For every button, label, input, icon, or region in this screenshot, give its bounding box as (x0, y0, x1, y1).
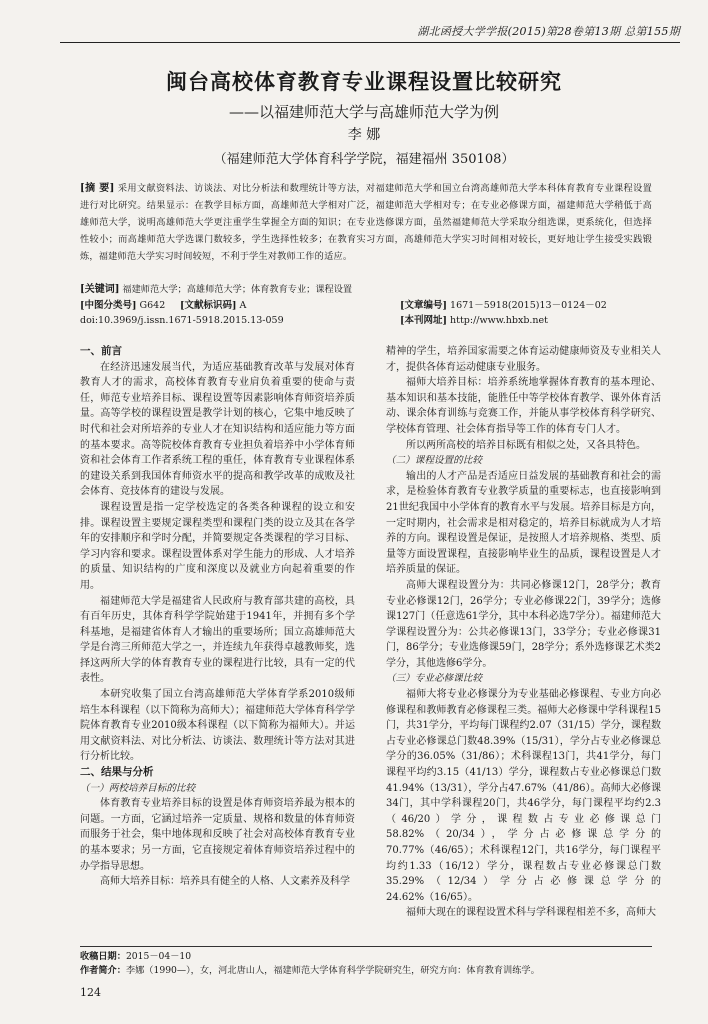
author-bio: 李娜（1990—），女，河北唐山人，福建师范大学体育科学学院研究生，研究方向：体育教育训练学。 (125, 965, 540, 976)
article-number-label: [文章编号] (400, 300, 447, 311)
article-metadata (80, 298, 652, 328)
abstract-label: [摘 要] (80, 183, 115, 194)
page-number: 124 (80, 986, 101, 999)
paragraph: 高师大培养目标：培养具有健全的人格、人文素养及科学 (100, 876, 350, 888)
clc-value: G642 (139, 300, 166, 311)
section-heading-intro: 一、前言 (80, 345, 122, 357)
doc-code-label: [文献标识码] (180, 300, 237, 311)
paragraph: 课程设置是指一定学校选定的各类各种课程的设立和安排。课程设置主要规定课程类型和课程门类的设立及其在各学年的安排顺序和学时分配，并简要规定各类课程的学习目标、学习内容和要求。课程设置体系对学生能力的形成、人才培养的质量、知识结构的广度和深度以及就业方向起着重要的作用。 (80, 501, 355, 591)
paragraph: 所以两所高校的培养目标既有相似之处，又各具特色。 (406, 439, 646, 451)
keywords-label: [关键词] (80, 284, 120, 295)
paragraph: 福师大现在的课程设置术科与学科课程相差不多，高师大 (406, 907, 656, 919)
doi: doi:10.3969/j.issn.1671-5918.2015.13-059 (80, 315, 284, 326)
paragraph: 体育教育专业培养目标的设置是体育师资培养最为根本的问题。一方面，它涵过培养一定质量、规格和数量的体育师资而服务于社会，集中地体现和反映了社会对高校体育教育专业的基本要求；另一方面，它直接规定着体育师资培养过程中的办学指导思想。 (80, 798, 355, 872)
author-affiliation: （福建师范大学体育科学学院，福建福州 350108） (213, 152, 515, 167)
running-head: 湖北函授大学学报(2015)第28卷第13期 总第155期 (60, 22, 680, 43)
author-name: 李 娜 (347, 127, 381, 143)
keywords (80, 282, 652, 297)
paragraph: 福建师范大学是福建省人民政府与教育部共建的高校，具有百年历史，其体育科学学院始建于1941年，并拥有多个学科基地，是福建省体育人才输出的重要场所；国立高雄师范大学是台湾三所师范大学之一，并连续九年获得卓越教师奖，选择这两所大学的体育教育专业的课程进行比较，具有一定的代表性。 (80, 595, 355, 685)
paragraph: 高师大课程设置分为：共同必修课12门，28学分；教育专业必修课12门，26学分；专业必修课22门，39学分；选修课127门（任意选61学分，其中本科必选7学分）。福建师范大学课程设置分为：公共必修课13门，33学分；专业必修课31门，86学分；专业选修课59门，28学分；系外选修课艺术类2学分，其他选修6学分。 (386, 579, 661, 669)
keywords-text: 福建师范大学；高雄师范大学；体育教育专业；课程设置 (122, 284, 353, 295)
journal-url-label: [本刊网址] (400, 315, 447, 326)
article-title: 闽台高校体育教育专业课程设置比较研究 (166, 69, 562, 94)
paragraph: 输出的人才产品是否适应日益发展的基础教育和社会的需求，是检验体育教育专业教学质量的重要标志，也直接影响到21世纪我国中小学体育的教育水平与发展。培养目标是方向，一定时期内，社会需求是相对稳定的，培养目标就成为人才培养的方向。课程设置是保证，是按照人才培养规格、类型、质量等方面设置课程，直接影响毕业生的品质，课程设置是人才培养质量的保证。 (386, 470, 661, 576)
article-number-value: 1671－5918(2015)13－0124－02 (450, 300, 607, 311)
subsection-heading-goals: （一）两校培养目标的比较 (80, 782, 196, 794)
paragraph: 本研究收集了国立台湾高雄师范大学体育学系2010级师培生本科课程（以下简称为高师大）；福建师范大学体育科学学院体育教育专业2010级本科课程（以下简称为福师大）。并运用文献资料法、对比分析法、访谈法、数理统计等方法对其进行分析比较。 (80, 689, 355, 763)
body-column-left (80, 344, 355, 890)
article-subtitle: ——以福建师范大学与高雄师范大学为例 (228, 103, 499, 121)
subsection-heading-curriculum: （二）课程设置的比较 (386, 455, 482, 467)
received-label: 收稿日期： (80, 951, 126, 962)
abstract (80, 180, 652, 265)
section-heading-results: 二、结果与分析 (80, 766, 154, 779)
author-bio-label: 作者简介： (80, 965, 126, 976)
paragraph: 福师大培养目标：培养系统地掌握体育教育的基本理论、基本知识和基本技能，能胜任中等学校体育教学、课外体育活动、课余体育训练与竞赛工作，并能从事学校体育科学研究、学校体育管理、社会体育指导等工作的体育专门人才。 (386, 377, 661, 435)
doc-code-value: A (239, 300, 247, 311)
body-column-right (386, 344, 661, 921)
paragraph: 精神的学生，培养国家需要之体育运动健康师资及专业相关人才，提供各体育运动健康专业服务。 (386, 346, 661, 373)
paragraph: 福师大将专业必修课分为专业基础必修课程、专业方向必修课程和教师教育必修课程三类。福师大必修课中学科课程15门，共31学分，平均每门课程约2.07（31/15）学分，课程数占专业必修课总门数48.39%（15/31），学分占专业必修课总学分的36.05%（31/86）；术科课程13门，共41学分，每门课程平均约3.15（41/13）学分，课程数占专业必修课总门数41.94%（13/31），学分占47.67%（41/86）。高师大必修课34门，其中学科课程20门，共46学分，每门课程平均约2.3（46/20）学分，课程数占专业必修课总门58.82%（20/34），学分占必修课总学分的70.77%（46/65）；术科课程12门，共16学分，每门课程平均约1.33（16/12）学分，课程数占专业必修课总门数35.29%（12/34）学分占必修课总学分的24.62%（16/65）。 (386, 689, 661, 903)
subsection-heading-required-courses: （三）专业必修课比较 (386, 673, 482, 685)
journal-url[interactable]: http://www.hbxb.net (450, 315, 548, 326)
clc-label: [中图分类号] (80, 300, 137, 311)
abstract-text: 采用文献资料法、访谈法、对比分析法和数理统计等方法，对福建师范大学和国立台湾高雄师范大学本科体育教育专业课程设置进行对比研究。结果显示：在教学目标方面，高雄师范大学相对广泛，福建师范大学相对专；在专业必修课方面，福建师范大学稍低于高雄师范大学，说明高雄师范大学更注重学生掌握全方面的知识；在专业选修课方面，虽然福建师范大学采取分组选课，更系统化，但选择性较小；而高雄师范大学选课门数较多，学生选择性较多；在教育实习方面，高雄师范大学实习时间相对较长，更好地让学生接受实践锻炼，福建师范大学实习时间较短，不利于学生对教师工作的适应。 (80, 183, 652, 262)
received-date: 2015－04－10 (125, 951, 192, 962)
paragraph: 在经济迅速发展当代，为适应基础教育改革与发展对体育教育人才的需求，高校体育教育专业肩负着重要的使命与责任，师范专业培养目标、课程设置等因素影响体育师资培养质量。高等学校的课程设置是教学计划的核心，它集中地反映了时代和社会对所培养的专业人才在知识结构和适应能力等方面的基本要求。高等院校体育教育专业担负着培养中小学体育师资和社会体育工作者系统工程的重任，体育教育专业课程体系的建设关系到我国体育师资水平的提高和教学改革的成败及社会体育、竞技体育的建设与发展。 (80, 361, 355, 498)
footnote (80, 946, 652, 978)
